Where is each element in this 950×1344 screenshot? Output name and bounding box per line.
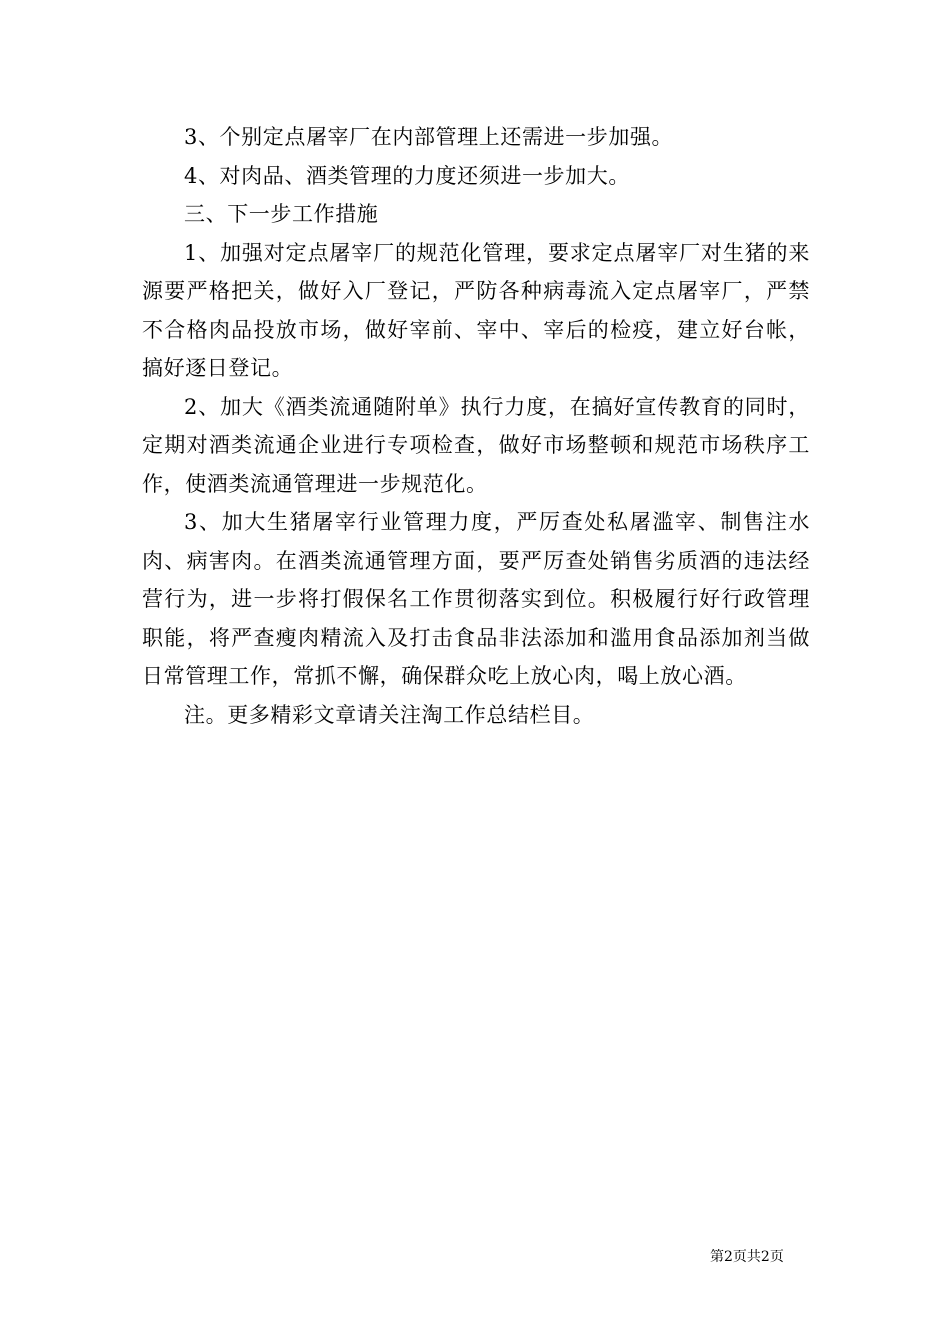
- note-paragraph: 注。更多精彩文章请关注淘工作总结栏目。: [184, 702, 595, 727]
- measure-paragraph-2: 2、加大《酒类流通随附单》执行力度，在搞好宣传教育的同时，定期对酒类流通企业进行专项检查，做好市场整顿和规范市场秩序工作，使酒类流通管理进一步规范化。: [142, 394, 810, 496]
- document-body: [142, 118, 810, 734]
- paragraph-item-4: 4、对肉品、酒类管理的力度还须进一步加大。: [184, 163, 630, 188]
- measure-paragraph-1: 1、加强对定点屠宰厂的规范化管理，要求定点屠宰厂对生猪的来源要严格把关，做好入厂登记，严防各种病毒流入定点屠宰厂，严禁不合格肉品投放市场，做好宰前、宰中、宰后的检疫，建立好台帐，搞好逐日登记。: [142, 240, 810, 380]
- section-heading-next-steps: 三、下一步工作措施: [184, 202, 379, 226]
- paragraph-item-3: 3、个别定点屠宰厂在内部管理上还需进一步加强。: [184, 125, 674, 149]
- page-number-footer: 第2页共2页: [710, 1249, 784, 1265]
- measure-paragraph-3: 3、加大生猪屠宰行业管理力度，严厉查处私屠滥宰、制售注水肉、病害肉。在酒类流通管理方面，要严厉查处销售劣质酒的违法经营行为，进一步将打假保名工作贯彻落实到位。积极履行好行政管理职能，将严查瘦肉精流入及打击食品非法添加和滥用食品添加剂当做日常管理工作，常抓不懈，确保群众吃上放心肉，喝上放心酒。: [142, 510, 810, 688]
